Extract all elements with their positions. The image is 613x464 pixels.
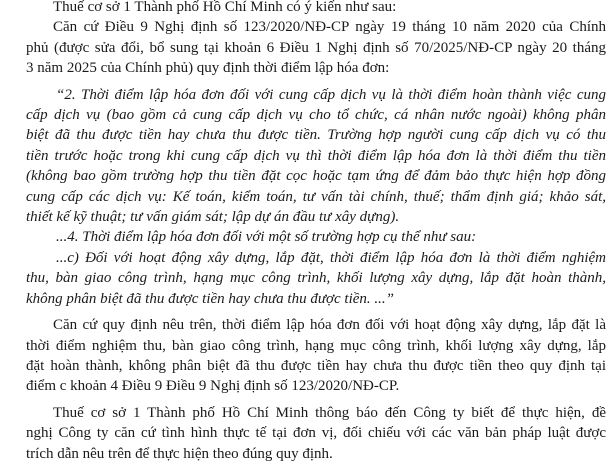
quote-line: (không bao gồm trường hợp thu tiền đặt cọc hoặc tạm ứng để đảm bảo thực hiện hợp đồng	[26, 168, 606, 185]
quote-line: thiết kế kỹ thuật; tư vấn giám sát; lập dự án đầu tư xây dựng).	[26, 209, 400, 226]
quote-clause-2	[26, 85, 606, 228]
conclusion-line: đặt hoàn thành, không phân biệt đã thu được tiền hay chưa thu được tiền theo quy định tại	[26, 357, 606, 374]
legal-basis-paragraph	[26, 17, 606, 78]
quote-line: cung cấp các dịch vụ: Kế toán, kiểm toán, tư vấn tài chính, thuế; thẩm định giá; khảo sát,	[26, 188, 606, 205]
closing-line: nghị Công ty căn cứ tình hình thực tế tại đơn vị, đối chiếu với các văn bản pháp luật được	[26, 425, 606, 442]
quote-line: tiền trước hoặc trong khi cung cấp dịch vụ thì thời điểm lập hóa đơn là thời điểm thu tiền	[26, 147, 606, 164]
quote-line: ...c) Đối với hoạt động xây dựng, lắp đặt, thời điểm lập hóa đơn là thời điểm nghiệm	[56, 249, 606, 266]
quote-line: không phân biệt đã thu được tiền hay chưa thu được tiền. ...”	[26, 290, 394, 307]
conclusion-line: thời điểm nghiệm thu, bàn giao công trình, hạng mục công trình, khối lượng xây dựng, lắp	[26, 337, 606, 354]
quote-line: biệt đã thu được tiền hay chưa thu được tiền. Trường hợp người cung cấp dịch vụ có thu	[26, 127, 606, 144]
quote-clause-4-heading	[26, 227, 606, 247]
closing-line: Thuế cơ sở 1 Thành phố Hồ Chí Minh thông báo đến Công ty biết để thực hiện, đề	[53, 404, 606, 421]
quote-line: cấp dịch vụ (bao gồm cả cung cấp dịch vụ cho tổ chức, cá nhân nước ngoài) không phân	[26, 107, 606, 124]
closing-line: trích dẫn nêu trên để thực hiện theo đúng quy định.	[26, 445, 333, 462]
conclusion-paragraph	[26, 315, 606, 397]
conclusion-line: điểm c khoản 4 Điều 9 Điều 9 Nghị định số 123/2020/NĐ-CP.	[26, 378, 400, 395]
document-body	[26, 0, 606, 464]
closing-paragraph	[26, 403, 606, 464]
quote-line: thu, bàn giao công trình, hạng mục công trình, khối lượng xây dựng, lắp đặt hoàn thành,	[26, 270, 606, 287]
intro-line: Thuế cơ sở 1 Thành phố Hồ Chí Minh có ý kiến như sau:	[53, 0, 397, 15]
quote-line: “2. Thời điểm lập hóa đơn đối với cung cấp dịch vụ là thời điểm hoàn thành việc cung	[56, 86, 606, 103]
intro-paragraph	[26, 0, 606, 17]
quote-line: ...4. Thời điểm lập hóa đơn đối với một số trường hợp cụ thể như sau:	[56, 229, 477, 246]
legal-basis-line: phủ (được sửa đổi, bổ sung tại khoản 6 Điều 1 Nghị định số 70/2025/NĐ-CP ngày 20 tháng	[26, 39, 606, 56]
legal-basis-line: 3 năm 2025 của Chính phủ) quy định thời điểm lập hóa đơn:	[26, 60, 390, 77]
legal-basis-line: Căn cứ Điều 9 Nghị định số 123/2020/NĐ-CP ngày 19 tháng 10 năm 2020 của Chính	[53, 19, 606, 36]
conclusion-line: Căn cứ quy định nêu trên, thời điểm lập hóa đơn đối với hoạt động xây dựng, lắp đặt là	[53, 317, 606, 334]
quote-clause-4c	[26, 248, 606, 309]
